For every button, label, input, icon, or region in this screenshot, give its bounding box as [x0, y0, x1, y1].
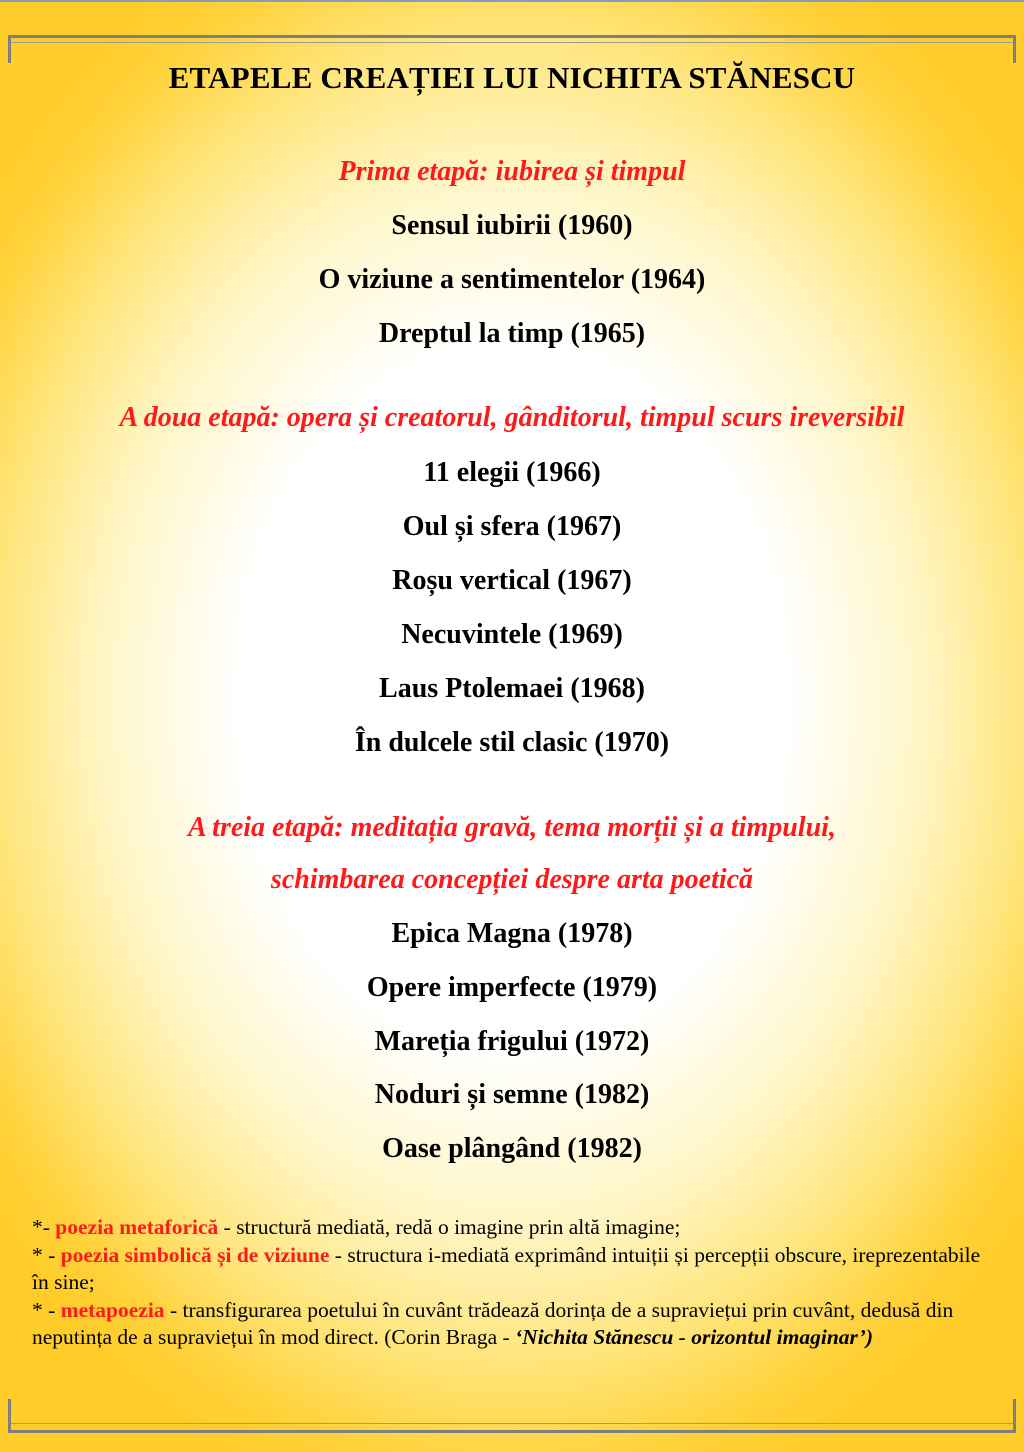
work-item: Necuvintele (1969)	[401, 619, 623, 650]
note-bullet: * -	[32, 1242, 61, 1267]
stage2-heading: A doua etapă: opera și creatorul, gânditorul, timpul scurs ireversibil	[119, 402, 905, 433]
note-symbolic	[32, 1242, 992, 1297]
frame-top-inner-line	[8, 42, 1016, 43]
work-item: Noduri și semne (1982)	[374, 1079, 650, 1110]
stage1-heading: Prima etapă: iubirea și timpul	[338, 156, 686, 187]
work-item: Mareția frigului (1972)	[374, 1026, 650, 1057]
frame-bottom-right-corner	[1013, 1399, 1016, 1432]
work-item: Dreptul la timp (1965)	[378, 318, 646, 349]
frame-bottom-inner-line	[8, 1423, 1016, 1424]
stage3-heading-line1: A treia etapă: meditația gravă, tema morții și a timpului,	[188, 812, 836, 843]
frame-bottom-line	[8, 1430, 1016, 1433]
work-item: O viziune a sentimentelor (1964)	[318, 264, 706, 295]
work-item: Roșu vertical (1967)	[392, 565, 632, 596]
frame-top-line	[8, 35, 1016, 38]
work-item: Laus Ptolemaei (1968)	[379, 673, 645, 704]
note-term: poezia simbolică și de viziune	[60, 1242, 330, 1267]
note-term: poezia metaforică	[55, 1215, 219, 1239]
work-item: În dulcele stil clasic (1970)	[354, 727, 670, 758]
work-item: Opere imperfecte (1979)	[366, 972, 658, 1003]
work-item: Oase plângând (1982)	[382, 1133, 642, 1164]
note-metapoetry	[32, 1297, 992, 1352]
work-item: 11 elegii (1966)	[423, 457, 601, 488]
note-term: metapoezia	[60, 1297, 165, 1322]
note-metaphoric	[32, 1214, 992, 1242]
frame-top-right-corner	[1013, 35, 1016, 63]
note-bullet: * -	[32, 1297, 61, 1322]
work-item: Sensul iubirii (1960)	[391, 210, 633, 241]
frame-top-left-corner	[8, 35, 11, 63]
footnotes	[32, 1214, 992, 1352]
frame-bottom-left-corner	[8, 1399, 11, 1432]
note-citation: ‘Nichita Stănescu - orizontul imaginar’)	[515, 1325, 874, 1349]
page-title: ETAPELE CREAȚIEI LUI NICHITA STĂNESCU	[168, 60, 856, 95]
note-text: - transfigurarea poetului în cuvânt trădează dorința de a supraviețui prin cuvânt, dedusă din neputința de a supraviețui în mod direct. (Corin Braga -	[32, 1297, 954, 1349]
stage3-heading-line2: schimbarea concepției despre arta poetică	[270, 864, 754, 895]
work-item: Epica Magna (1978)	[391, 918, 633, 949]
note-text: - structura i-mediată exprimând intuiții și percepții obscure, ireprezentabile în sine;	[32, 1242, 981, 1294]
note-bullet: *-	[32, 1215, 56, 1239]
note-text: - structură mediată, redă o imagine prin altă imagine;	[218, 1215, 681, 1239]
work-item: Oul și sfera (1967)	[402, 511, 622, 542]
